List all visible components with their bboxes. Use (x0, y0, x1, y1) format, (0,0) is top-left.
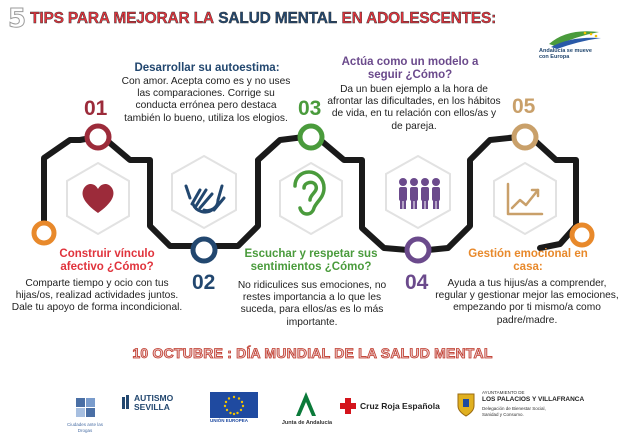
title-part-3: EN ADOLESCENTES: (341, 10, 497, 27)
node-04 (407, 239, 429, 261)
ciudades-text: Ciudades ante las Drogas (66, 422, 104, 433)
cruz-roja-text: Cruz Roja Española (360, 401, 440, 411)
red-cross-icon (340, 398, 356, 414)
ayto-sub-text: Delegación de Bienestar Social, Sanidad y Consumo. (482, 406, 546, 417)
node-02 (193, 239, 215, 261)
tip-4-body: Da un buen ejemplo a la hora de afrontar las dificultades, en los hábitos de vida, en tu relación con ellos/as y de pareja. (327, 84, 501, 132)
tip-4-heading: Actúa como un modelo a seguir ¿Cómo? (341, 56, 479, 81)
logo-ayuntamiento (456, 388, 616, 434)
tip-3-number: 03 (298, 97, 322, 120)
tip-2-body: Con amor. Acepta como es y no uses las comparaciones. Corrige su conducta errónea pero destaca también lo bueno, utiliza los elogios. (121, 76, 291, 124)
title-number: 5 (8, 4, 27, 34)
world-mental-health-day-title: 10 OCTUBRE : DÍA MUNDIAL DE LA SALUD MENTAL (132, 345, 493, 361)
tip-1-body: Comparte tiempo y ocio con tus hijas/os, realizad actividades juntos. Dale tu apoyo de forma incondicional. (11, 278, 183, 314)
tip-3-body: No ridiculices sus emociones, no restes importancia a lo que les suceda, para ellos/as es lo más importante. (237, 280, 387, 328)
logo-ciudades-ante-drogas (60, 382, 110, 432)
autismo-text: AUTISMO SEVILLA (134, 393, 174, 412)
hexagon-5 (494, 163, 556, 234)
node-end (572, 225, 592, 245)
ue-text: UNIÓN EUROPEA (210, 418, 249, 423)
junta-arch-icon (292, 390, 320, 418)
tip-5-body: Ayuda a tus hijus/as a comprender, regular y gestionar mejor las emociones, empezando por ti mismo/a como padre/madre. (435, 278, 619, 326)
tip-5-number: 05 (512, 95, 536, 118)
node-03 (300, 126, 322, 148)
tip-1-heading: Construir vínculo afectivo ¿Cómo? (59, 248, 155, 273)
coat-of-arms-icon (456, 392, 476, 418)
node-01 (87, 126, 109, 148)
logo-junta-andalucia (272, 390, 342, 430)
junta-text: Junta de Andalucía (281, 420, 333, 426)
node-start (34, 223, 54, 243)
autismo-mark-icon (122, 395, 132, 409)
eu-flag-icon (210, 392, 258, 418)
ayto-top-text: AYUNTAMIENTO DE (482, 390, 525, 395)
tip-2-heading: Desarrollar su autoestima: (134, 62, 280, 74)
title-part-2: SALUD MENTAL (218, 10, 337, 27)
tip-5-heading: Gestión emocional en casa: (468, 248, 588, 273)
tip-3-heading: Escuchar y respetar sus sentimientos ¿Cómo? (244, 248, 378, 273)
tip-4-number: 04 (405, 271, 429, 294)
node-05 (514, 126, 536, 148)
ayto-name-text: LOS PALACIOS Y VILLAFRANCA (482, 396, 585, 403)
andalucia-europa-text: Andalucía se mueve con Europa (539, 48, 592, 60)
title-part-1: TIPS PARA MEJORAR LA (30, 10, 214, 27)
logo-union-europea (210, 392, 258, 428)
tip-1-number: 01 (84, 97, 108, 120)
logo-cruz-roja (340, 398, 440, 416)
tip-2-number: 02 (192, 271, 216, 294)
